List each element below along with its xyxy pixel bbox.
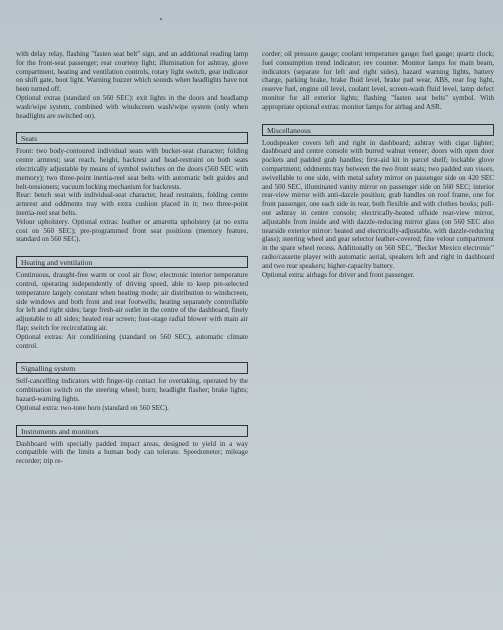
heating-paragraph: Continuous, draught-free warm or cool air flow; electronic interior temperature control, operating independently of driving speed, able to keep pre-selected temperature largely constant when heating mode; air distribution to windscreen, side windows and both front and rear footwells; heating separately controllable for left and right sides; large fresh-air outlet in the centre of the dashboard, finely adjustable to all sides; heated rear screen; four-stage radial blower with main air flap; switch for recirculating air. (16, 271, 248, 332)
right-intro-paragraph: corder; oil pressure gauge; coolant temperature gauge; fuel gauge; quartz clock; fuel consumption trend indicator; rev counter. Monitor lamps for main beam, indicators (separate for left and right sides), hazard warning lights, battery charge, parking brake, brake fluid level, brake pad wear, ABS, rear fog light, reserve fuel, engine oil level, coolant level, screen-wash fluid level, lamp defect monitor for all exterior lights; flashing "fasten seat belts" symbol. With appropriate optional extras: monitor lamps for airbag and ASR. (262, 50, 494, 111)
signalling-paragraph: Self-cancelling indicators with finger-tip contact for overtaking, operated by the combination switch on the steering wheel; horn; headlight flasher; brake lights; hazard-warning lights. (16, 377, 248, 403)
heating-optional-paragraph: Optional extras: Air conditioning (standard on 560 SEC), automatic climate control. (16, 332, 248, 350)
signalling-optional-paragraph: Optional extra: two-tone horn (standard on 560 SEC). (16, 403, 169, 412)
seats-upholstery-paragraph: Velour upholstery. Optional extras: leather or amaretta upholstery (at no extra cost on 560 SEC); pre-programmed front seat positions (memory feature, standard on 560 SEC). (16, 217, 248, 244)
miscellaneous-paragraph: Loudspeaker covers left and right in dashboard; ashtray with cigar lighter; dashboard and centre console with burred walnut veneer; doors with open door pockets and padded grab handles; first-aid kit in parcel shelf; lockable glove compartment; oddments tray between the two front seats; two padded sun visors, swivellable to one side, with metal safety mirror on passenger side on 420 SEC and 500 SEC, illuminated vanity mirror on passenger side on 560 SEC; interior rear-view mirror with anti-dazzle position; grab handles on roof frame, one for front passenger, one each side in rear, both flexible and with clothes hooks; pull-out ashtray in centre console; electrically-heated offside rear-view mirror, adjustable from inside and with dazzle-reducing mirror glass (on 560 SEC also nearside exterior mirror: heated and electrically-adjustable, with dazzle-reducing glass); steering wheel and gear selector leather-covered; fine velour compartment in the spare wheel recess. Additionally on 560 SEC, "Becker Mexico electronic" radio/cassette player with automatic aerial, speakers left and right in dashboard and two rear speakers; higher-capacity battery. (262, 138, 494, 270)
page-speck (160, 18, 162, 20)
section-heading-seats: Seats (16, 132, 248, 144)
left-column (16, 50, 248, 625)
instruments-paragraph: Dashboard with specially padded impact areas, designed to yield in a way compatible with the limits a human body can tolerate. Speedometer; mileage recorder; trip re- (16, 439, 248, 466)
section-heading-instruments: Instruments and monitors (16, 425, 248, 437)
section-heading-signalling: Signalling system (16, 362, 248, 374)
section-heading-miscellaneous: Miscellaneous (262, 124, 494, 136)
seats-rear-paragraph: Rear: bench seat with individual-seat character, head restraints, folding centre armrest and oddments tray with extra cushion placed in it; two three-point inertia-reel seat belts. (16, 191, 248, 217)
miscellaneous-optional-paragraph: Optional extra: airbags for driver and front passenger. (262, 270, 415, 279)
right-column (262, 50, 494, 625)
section-heading-heating: Heating and ventilation (16, 256, 248, 268)
document-page (16, 50, 494, 625)
left-intro-paragraph-2: Optional extras (standard on 560 SEC): exit lights in the doors and headlamp wash/wipe system, combined with windscreen wash/wipe system (only when headlights are switched on). (16, 93, 248, 120)
left-intro-paragraph-1: with delay relay, flashing "fasten seat belt" sign, and an additional reading lamp for the front-seat passenger; rear courtesy light; illumination for ashtray, glove compartment, heating and ventilation controls, rotary light switch, gear indicator on shift gate, boot light. Warning buzzer which sounds when headlights have not been turned off. (16, 50, 248, 94)
seats-front-paragraph: Front: two body-contoured individual seats with bucket-seat character; folding centre armrest; seat reach, height, backrest and head-restraint on both seats electrically adjustable by means of symbol switches on the doors (560 SEC with memory); two three-point inertia-reel seat belts with automatic belt guides and belt-tensioners; vacuum locking mechanism for backrests. (16, 147, 248, 191)
